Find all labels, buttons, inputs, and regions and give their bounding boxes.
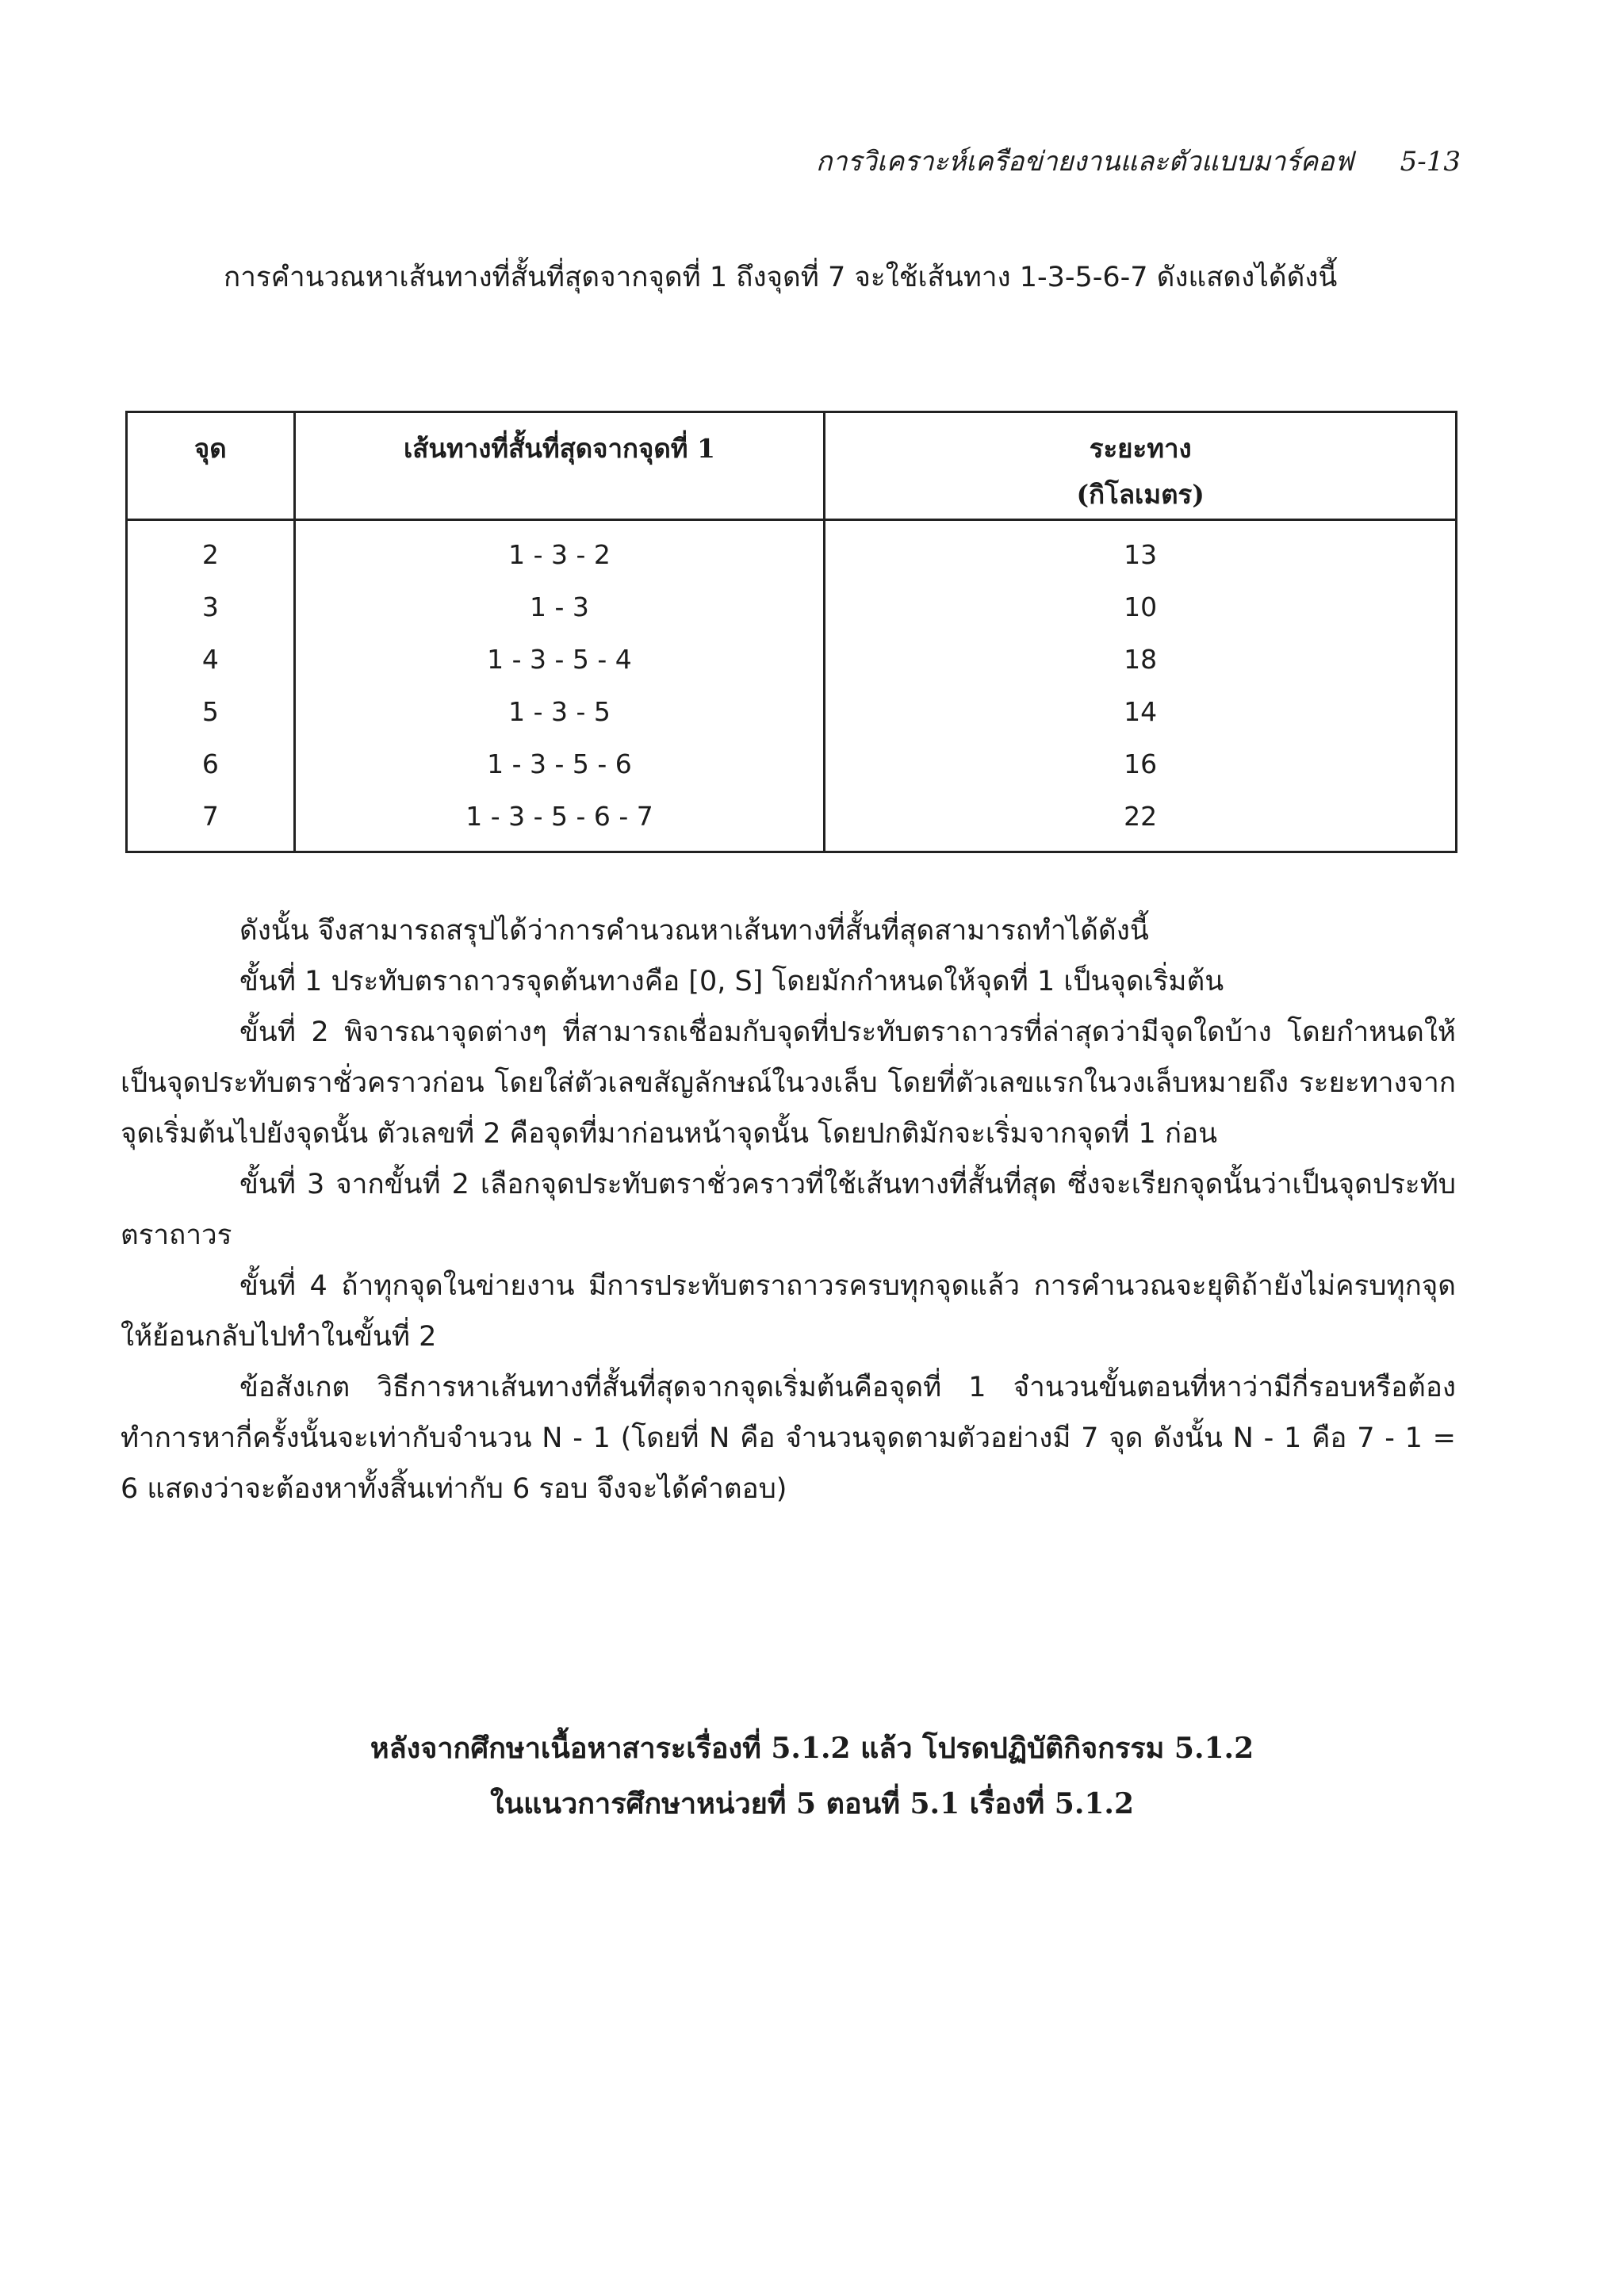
body-text xyxy=(121,905,1456,1514)
header-distance-line2: (กิโลเมตร) xyxy=(1076,479,1205,510)
cell-route: 1 - 3 - 5 xyxy=(294,686,825,738)
cell-distance: 14 xyxy=(825,686,1457,738)
table-row xyxy=(127,634,1457,686)
cell-route: 1 - 3 - 2 xyxy=(294,520,825,582)
cell-point: 5 xyxy=(201,696,219,727)
step-4-paragraph: ขั้นที่ 4 ถ้าทุกจุดในข่ายงาน มีการประทับตราถาวรครบทุกจุดแล้ว การคำนวณจะยุติถ้ายังไม่ครบทุกจุดให้ย้อนกลับไปทำในขั้นที่ 2 xyxy=(121,1270,1456,1353)
cell-route: 1 - 3 - 5 - 6 xyxy=(294,738,825,790)
shortest-route-table xyxy=(125,411,1457,853)
step-2-paragraph: ขั้นที่ 2 พิจารณาจุดต่างๆ ที่สามารถเชื่อมกับจุดที่ประทับตราถาวรที่ล่าสุดว่ามีจุดใดบ้าง โดยกำหนดให้เป็นจุดประทับตราชั่วคราวก่อน โดยใส่ตัวเลขสัญลักษณ์ในวงเล็บ โดยที่ตัวเลขแรกในวงเล็บหมายถึง ระยะทางจากจุดเริ่มต้นไปยังจุดนั้น ตัวเลขที่ 2 คือจุดที่มาก่อนหน้าจุดนั้น โดยปกติมักจะเริ่มจากจุดที่ 1 ก่อน xyxy=(121,1016,1456,1150)
table-row xyxy=(127,738,1457,790)
header-route: เส้นทางที่สั้นที่สุดจากจุดที่ 1 xyxy=(294,412,825,520)
cell-distance: 18 xyxy=(825,634,1457,686)
activity-instruction-line1: หลังจากศึกษาเนื้อหาสาระเรื่องที่ 5.1.2 แล้ว โปรดปฏิบัติกิจกรรม 5.1.2 xyxy=(370,1732,1254,1765)
cell-point: 7 xyxy=(201,801,219,832)
table-row xyxy=(127,790,1457,852)
page-number: 5-13 xyxy=(1400,146,1461,178)
cell-distance: 16 xyxy=(825,738,1457,790)
header-distance-line1: ระยะทาง xyxy=(1089,433,1192,464)
cell-distance: 10 xyxy=(825,581,1457,634)
cell-route: 1 - 3 - 5 - 4 xyxy=(294,634,825,686)
cell-route: 1 - 3 - 5 - 6 - 7 xyxy=(294,790,825,852)
step-1-paragraph: ขั้นที่ 1 ประทับตราถาวรจุดต้นทางคือ [0, S] โดยมักกำหนดให้จุดที่ 1 เป็นจุดเริ่มต้น xyxy=(239,966,1224,997)
cell-point: 3 xyxy=(201,591,219,622)
table-row xyxy=(127,686,1457,738)
activity-instruction xyxy=(0,1721,1624,1832)
header-distance xyxy=(825,412,1457,520)
activity-instruction-line2: ในแนวการศึกษาหน่วยที่ 5 ตอนที่ 5.1 เรื่องที่ 5.1.2 xyxy=(489,1787,1134,1820)
cell-route: 1 - 3 xyxy=(294,581,825,634)
cell-distance: 13 xyxy=(825,520,1457,582)
cell-point: 4 xyxy=(201,644,219,675)
table-row xyxy=(127,520,1457,582)
table-header-row xyxy=(127,412,1457,520)
step-3-paragraph: ขั้นที่ 3 จากขั้นที่ 2 เลือกจุดประทับตราชั่วคราวที่ใช้เส้นทางที่สั้นที่สุด ซึ่งจะเรียกจุดนั้นว่าเป็นจุดประทับตราถาวร xyxy=(121,1169,1456,1251)
summary-paragraph: ดังนั้น จึงสามารถสรุปได้ว่าการคำนวณหาเส้นทางที่สั้นที่สุดสามารถทำได้ดังนี้ xyxy=(239,915,1149,947)
header-title: การวิเคราะห์เครือข่ายงานและตัวแบบมาร์คอฟ xyxy=(815,146,1354,178)
cell-distance: 22 xyxy=(825,790,1457,852)
observation-paragraph: ข้อสังเกต วิธีการหาเส้นทางที่สั้นที่สุดจากจุดเริ่มต้นคือจุดที่ 1 จำนวนขั้นตอนที่หาว่ามีกี่รอบหรือต้องทำการหากี่ครั้งนั้นจะเท่ากับจำนวน N - 1 (โดยที่ N คือ จำนวนจุดตามตัวอย่างมี 7 จุด ดังนั้น N - 1 คือ 7 - 1 = 6 แสดงว่าจะต้องหาทั้งสิ้นเท่ากับ 6 รอบ จึงจะได้คำตอบ) xyxy=(121,1372,1456,1505)
intro-paragraph: การคำนวณหาเส้นทางที่สั้นที่สุดจากจุดที่ 1 ถึงจุดที่ 7 จะใช้เส้นทาง 1-3-5-6-7 ดังแสดงได้ดังนี้ xyxy=(224,262,1338,293)
header-point: จุด xyxy=(127,412,295,520)
page-header xyxy=(816,140,1461,182)
cell-point: 2 xyxy=(201,539,219,570)
cell-point: 6 xyxy=(201,748,219,779)
table-row xyxy=(127,581,1457,634)
